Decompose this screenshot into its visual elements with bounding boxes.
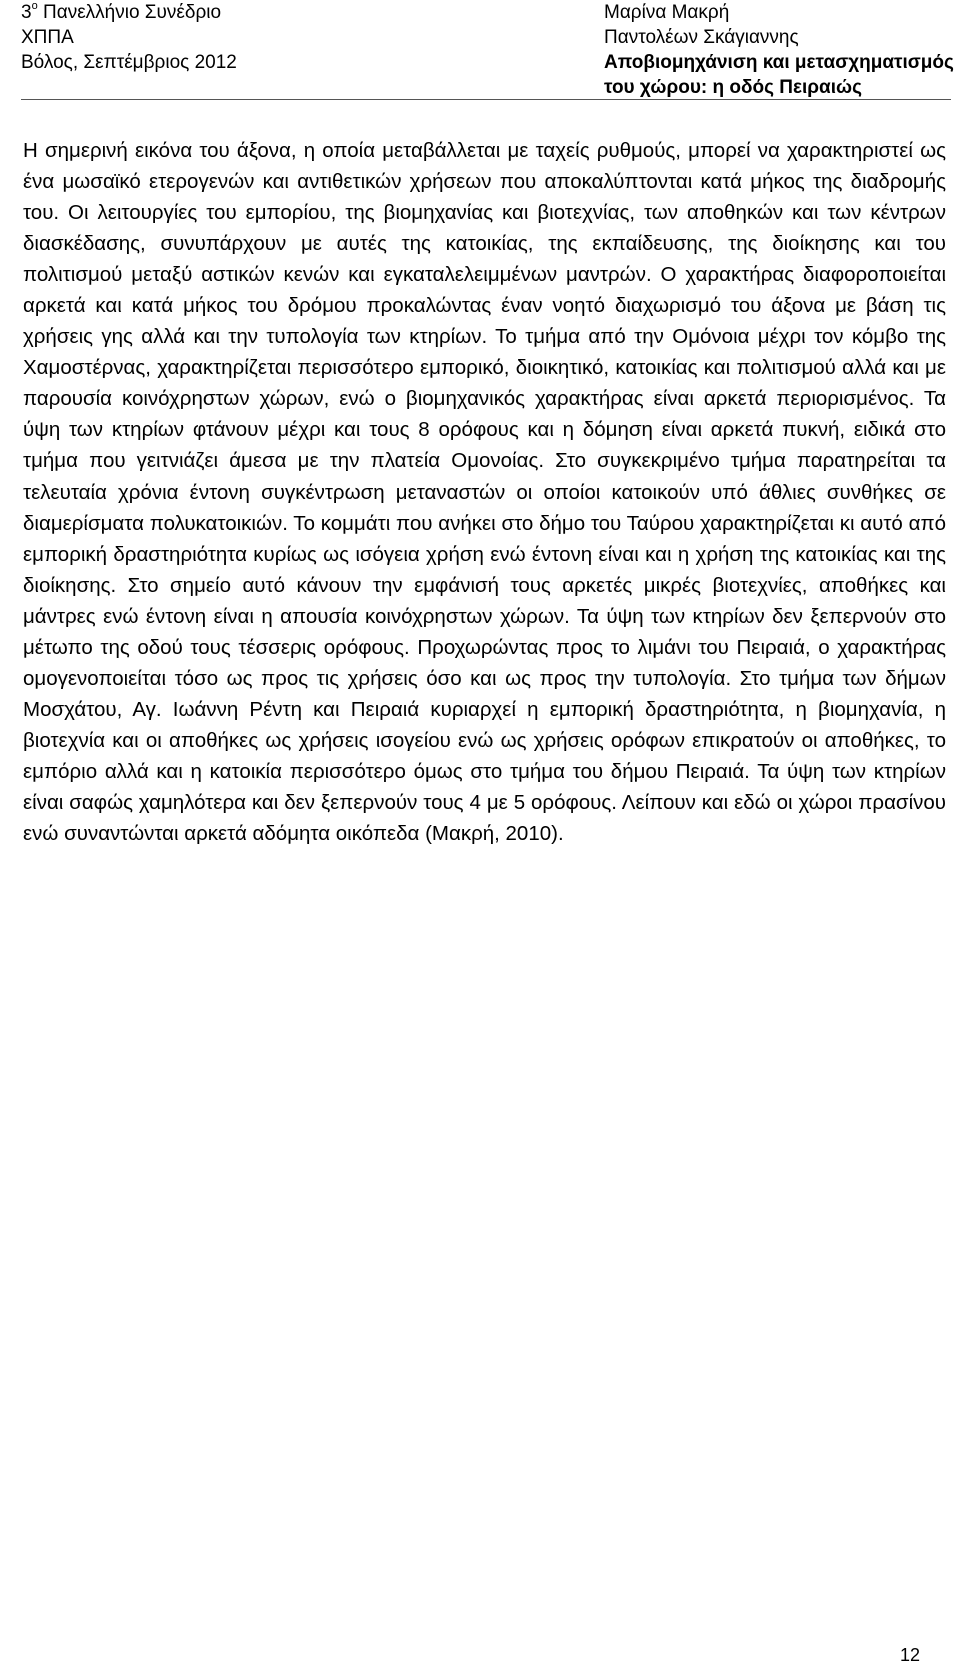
author-name: Μαρίνα Μακρή [604,2,730,23]
conference-name: Πανελλήνιο Συνέδριο [37,2,222,23]
conference-location-date: Βόλος, Σεπτέμβριος 2012 [21,52,237,73]
conference-ordinal-superscript: ο [31,0,38,12]
conference-number: 3 [21,2,32,23]
page-header [21,0,954,100]
page-number: 12 [900,1645,921,1665]
body-paragraph: Η σημερινή εικόνα του άξονα, η οποία μεταβάλλεται με ταχείς ρυθμούς, μπορεί να χαρακτηριστεί ως ένα μωσαϊκό ετερογενών και αντιθετικών χρήσεων που αποκαλύπτονται κατά μήκος της διαδρομής του. Οι λειτουργίες του εμπορίου, της βιομηχανίας και βιοτεχνίας, των αποθηκών και των κέντρων διασκέδασης, συνυπάρχουν με αυτές της κατοικίας, της εκπαίδευσης, της διοίκησης και του πολιτισμού μεταξύ αστικών κενών και εγκαταλελειμμένων μαντρών. Ο χαρακτήρας διαφοροποιείται αρκετά και κατά μήκος του δρόμου προκαλώντας έναν νοητό διαχωρισμό του άξονα με βάση τις χρήσεις γης αλλά και την τυπολογία των κτηρίων. Το τμήμα από την Ομόνοια μέχρι τον κόμβο της Χαμοστέρνας, χαρακτηρίζεται περισσότερο εμπορικό, διοικητικό, κατοικίας και πολιτισμού αλλά και με παρουσία κοινόχρηστων χώρων, ενώ ο βιομηχανικός χαρακτήρας είναι αρκετά περιορισμένος. Τα ύψη των κτηρίων φτάνουν μέχρι και τους 8 ορόφους και η δόμηση είναι αρκετά πυκνή, ειδικά στο τμήμα που γειτνιάζει άμεσα με την πλατεία Ομονοίας. Στο συγκεκριμένο τμήμα παρατηρείται τα τελευταία χρόνια έντονη συγκέντρωση μεταναστών οι οποίοι κατοικούν υπό άθλιες συνθήκες σε διαμερίσματα πολυκατοικιών. Το κομμάτι που ανήκει στο δήμο του Ταύρου χαρακτηρίζεται κι αυτό από εμπορική δραστηριότητα κυρίως ως ισόγεια χρήση ενώ έντονη είναι και η χρήση της κατοικίας και της διοίκησης. Στο σημείο αυτό κάνουν την εμφάνισή τους αρκετές μικρές βιοτεχνίες, αποθήκες και μάντρες ενώ έντονη είναι η απουσία κοινόχρηστων χώρων. Τα ύψη των κτηρίων δεν ξεπερνούν στο μέτωπο της οδού τους τέσσερις ορόφους. Προχωρώντας προς το λιμάνι του Πειραιά, ο χαρακτήρας ομογενοποιείται τόσο ως προς τις χρήσεις όσο και ως προς την τυπολογία. Στο τμήμα των δήμων Μοσχάτου, Αγ. Ιωάννη Ρέντη και Πειραιά κυριαρχεί η εμπορική δραστηριότητα, η βιομηχανία, η βιοτεχνία και οι αποθήκες ως χρήσεις ισογείου ενώ ως χρήσεις ορόφων επικρατούν οι αποθήκες, το εμπόριο αλλά και η κατοικία περισσότερο όμως στο τμήμα του δήμου Πειραιά. Τα ύψη των κτηρίων είναι σαφώς χαμηλότερα και δεν ξεπερνούν τους 4 με 5 ορόφους. Λείπουν και εδώ οι χώροι πρασίνου ενώ συναντώνται αρκετά αδόμητα οικόπεδα (Μακρή, 2010). [23,139,946,846]
conference-title [21,0,237,25]
author-name: Παντολέων Σκάγιαννης [604,27,799,48]
paper-title-line: του χώρου: η οδός Πειραιώς [604,77,862,98]
conference-info [21,0,237,75]
organization-name: ΧΠΠΑ [21,27,74,48]
paper-info [604,0,954,100]
paper-title-line: Αποβιομηχάνιση και μετασχηματισμός [604,52,954,73]
